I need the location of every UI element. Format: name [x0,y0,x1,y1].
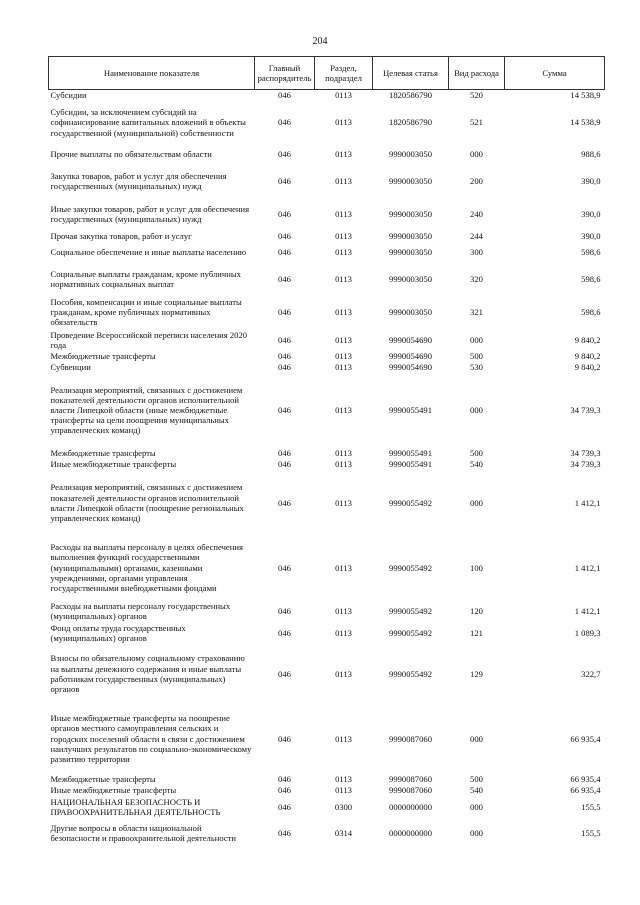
row-target-article: 9990087060 [389,733,432,744]
table-row [49,241,605,263]
row-section: 0113 [335,405,352,416]
row-amount: 34 739,3 [570,405,601,416]
row-main-manager: 046 [278,605,291,616]
row-main-manager: 046 [278,627,291,638]
table-row [49,785,605,796]
row-name: Межбюджетные трансферты [50,351,156,362]
row-name: Субсидии [50,90,87,101]
row-name: Расходы на выплаты персоналу в целях обеспечения выполнения функций государственными (муниципальными) органами, казенными учреждениями, органами управления государственными внебюджетными фондами [50,542,243,593]
table-body [49,90,605,848]
row-section: 0113 [335,774,352,785]
table-row [49,165,605,198]
row-expense-type: 521 [470,117,483,128]
row-section: 0113 [335,274,352,285]
table-row [49,459,605,470]
row-main-manager: 046 [278,351,291,362]
row-amount: 66 935,4 [570,733,601,744]
row-expense-type: 000 [470,733,483,744]
row-section: 0113 [335,497,352,508]
row-name: Социальное обеспечение и иные выплаты населению [50,246,247,257]
table-row [49,329,605,351]
row-main-manager: 046 [278,785,291,796]
row-main-manager: 046 [278,733,291,744]
row-target-article: 0000000000 [389,827,432,838]
row-name: Межбюджетные трансферты [50,448,156,459]
row-target-article: 9990054690 [389,351,432,362]
row-amount: 1 412,1 [574,562,601,573]
row-section: 0113 [335,149,352,160]
row-amount: 598,6 [581,246,601,257]
row-section: 0113 [335,246,352,257]
row-amount: 66 935,4 [570,785,601,796]
row-amount: 1 412,1 [574,497,601,508]
row-expense-type: 129 [470,668,483,679]
table-row [49,796,605,818]
table-row [49,296,605,329]
row-expense-type: 300 [470,246,483,257]
page-number: 204 [312,36,328,47]
row-target-article: 9990055492 [389,668,432,679]
table-row [49,231,605,241]
row-expense-type: 000 [470,801,483,812]
row-amount: 1 412,1 [574,605,601,616]
row-main-manager: 046 [278,562,291,573]
row-target-article: 9990055491 [389,405,432,416]
row-target-article: 9990003050 [389,175,432,186]
table-row [49,470,605,536]
row-section: 0113 [335,562,352,573]
row-main-manager: 046 [278,307,291,318]
row-name: Взносы по обязательному социальному страхованию на выплаты денежного содержания и иные выплаты работникам государственных (муниципальных) органов [50,653,245,694]
row-expense-type: 000 [470,827,483,838]
table-row [49,198,605,231]
row-name: Субсидии, за исключением субсидий на софинансирование капитальных вложений в объекты государственной (муниципальной) собственности [50,107,246,138]
row-name: Прочая закупка товаров, работ и услуг [50,230,192,241]
row-expense-type: 121 [470,627,483,638]
table-row [49,351,605,362]
row-name: Закупка товаров, работ и услуг для обеспечения государственных (муниципальных) нужд [50,170,227,191]
row-main-manager: 046 [278,827,291,838]
row-name: Реализация мероприятий, связанных с достижением показателей деятельности органов исполнительной власти Липецкой области (поощрение региональных управленческих команд) [50,482,244,523]
row-expense-type: 320 [470,274,483,285]
row-amount: 34 739,3 [570,448,601,459]
row-expense-type: 000 [470,334,483,345]
row-section: 0113 [335,362,352,373]
row-amount: 390,0 [581,208,601,219]
row-target-article: 9990054690 [389,334,432,345]
row-amount: 155,5 [581,801,601,812]
header-section: Раздел, подраздел [315,57,373,90]
row-section: 0113 [335,117,352,128]
row-main-manager: 046 [278,668,291,679]
row-section: 0300 [334,801,353,812]
row-section: 0113 [335,627,352,638]
row-target-article: 1820586790 [389,90,432,101]
row-expense-type: 120 [470,605,483,616]
row-target-article: 9990055491 [389,448,432,459]
table-row [49,362,605,373]
row-expense-type: 500 [470,448,483,459]
row-section: 0113 [335,230,352,241]
row-name: Другие вопросы в области национальной безопасности и правоохранительной деятельности [50,822,237,843]
row-name: Прочие выплаты по обязательствам области [50,149,212,160]
table-row [49,448,605,459]
row-section: 0113 [335,334,352,345]
row-target-article: 9990055491 [389,459,432,470]
row-section: 0113 [335,175,352,186]
row-main-manager: 046 [278,459,291,470]
header-amount: Сумма [505,57,605,90]
row-expense-type: 200 [470,175,483,186]
table-row [49,818,605,848]
row-target-article: 9990055492 [389,627,432,638]
row-name: Межбюджетные трансферты [50,774,156,785]
row-section: 0113 [335,459,352,470]
row-amount: 155,5 [581,827,601,838]
table-row [49,536,605,600]
row-section: 0113 [335,605,352,616]
row-target-article: 9990055492 [389,605,432,616]
table-row [49,373,605,448]
row-main-manager: 046 [278,175,291,186]
row-amount: 14 538,9 [570,90,601,101]
row-main-manager: 046 [278,208,291,219]
table-row [49,90,605,101]
row-target-article: 9990055492 [389,497,432,508]
row-name: Субвенции [50,362,91,373]
table-row [49,600,605,622]
row-main-manager: 046 [278,362,291,373]
row-section: 0113 [335,90,352,101]
row-main-manager: 046 [278,149,291,160]
row-name: Иные межбюджетные трансферты [50,785,177,796]
row-main-manager: 046 [278,117,291,128]
row-target-article: 9990003050 [389,230,432,241]
row-main-manager: 046 [278,774,291,785]
row-target-article: 9990003050 [389,149,432,160]
budget-table [48,56,605,848]
row-main-manager: 046 [278,230,291,241]
row-expense-type: 000 [470,405,483,416]
row-amount: 34 739,3 [570,459,601,470]
row-name: Иные закупки товаров, работ и услуг для обеспечения государственных (муниципальных) нужд [50,203,250,224]
row-section: 0314 [334,827,353,838]
row-name: Проведение Всероссийской переписи населения 2020 года [50,329,248,350]
row-section: 0113 [335,307,352,318]
table-row [49,704,605,774]
row-expense-type: 530 [470,362,483,373]
row-main-manager: 046 [278,274,291,285]
row-name: Социальные выплаты гражданам, кроме публичных нормативных социальных выплат [50,269,241,290]
row-expense-type: 100 [470,562,483,573]
row-name: Реализация мероприятий, связанных с достижением показателей деятельности органов исполнительной власти Липецкой области (иные межбюджетные трансферты на цели поощрения муниципальных управленческих команд) [50,384,243,436]
row-target-article: 9990003050 [389,274,432,285]
row-expense-type: 000 [470,149,483,160]
row-amount: 322,7 [581,668,601,679]
row-main-manager: 046 [278,801,291,812]
row-name: Расходы на выплаты персоналу государственных (муниципальных) органов [50,600,231,621]
row-amount: 14 538,9 [570,117,601,128]
row-section: 0113 [335,733,352,744]
row-expense-type: 540 [470,459,483,470]
row-section: 0113 [335,351,352,362]
row-target-article: 0000000000 [389,801,432,812]
row-target-article: 9990087060 [389,785,432,796]
table-row [49,644,605,704]
table-row [49,774,605,785]
row-target-article: 9990003050 [389,307,432,318]
row-section: 0113 [335,448,352,459]
row-target-article: 9990055492 [389,562,432,573]
row-expense-type: 321 [470,307,483,318]
row-amount: 598,6 [581,307,601,318]
row-expense-type: 240 [470,208,483,219]
row-expense-type: 520 [470,90,483,101]
row-section: 0113 [335,208,352,219]
row-name: НАЦИОНАЛЬНАЯ БЕЗОПАСНОСТЬ И ПРАВООХРАНИТЕЛЬНАЯ ДЕЯТЕЛЬНОСТЬ [50,796,221,817]
row-name: Фонд оплаты труда государственных (муниципальных) органов [50,622,186,643]
row-target-article: 1820586790 [389,117,432,128]
header-indicator-name: Наименование показателя [49,57,255,90]
row-amount: 988,6 [581,149,601,160]
row-name: Иные межбюджетные трансферты на поощрение органов местного самоуправления сельских и городских поселений области в связи с достижением наилучших результатов по социально-экономическому развитию территории [50,713,252,764]
row-main-manager: 046 [278,405,291,416]
table-header-row [49,57,605,90]
row-expense-type: 244 [470,230,483,241]
row-main-manager: 046 [278,246,291,257]
row-name: Пособия, компенсации и иные социальные выплаты гражданам, кроме публичных нормативных обязательств [50,296,242,328]
header-expense-type: Вид расхода [449,57,505,90]
row-target-article: 9990054690 [389,362,432,373]
row-main-manager: 046 [278,90,291,101]
row-target-article: 9990087060 [389,774,432,785]
row-amount: 9 840,2 [574,351,601,362]
header-target-article: Целевая статья [373,57,449,90]
row-amount: 1 089,3 [574,627,601,638]
row-expense-type: 000 [470,497,483,508]
row-amount: 9 840,2 [574,362,601,373]
row-amount: 598,6 [581,274,601,285]
row-main-manager: 046 [278,334,291,345]
row-amount: 66 935,4 [570,774,601,785]
row-main-manager: 046 [278,497,291,508]
row-expense-type: 500 [470,351,483,362]
row-expense-type: 500 [470,774,483,785]
row-amount: 390,0 [581,175,601,186]
header-main-manager: Главный распорядитель [255,57,315,90]
row-name: Иные межбюджетные трансферты [50,459,177,470]
row-main-manager: 046 [278,448,291,459]
row-amount: 9 840,2 [574,334,601,345]
row-section: 0113 [335,668,352,679]
row-expense-type: 540 [470,785,483,796]
row-amount: 390,0 [581,230,601,241]
table-row [49,263,605,296]
row-section: 0113 [335,785,352,796]
table-row [49,145,605,165]
row-target-article: 9990003050 [389,208,432,219]
table-row [49,101,605,145]
table-row [49,622,605,644]
row-target-article: 9990003050 [389,246,432,257]
